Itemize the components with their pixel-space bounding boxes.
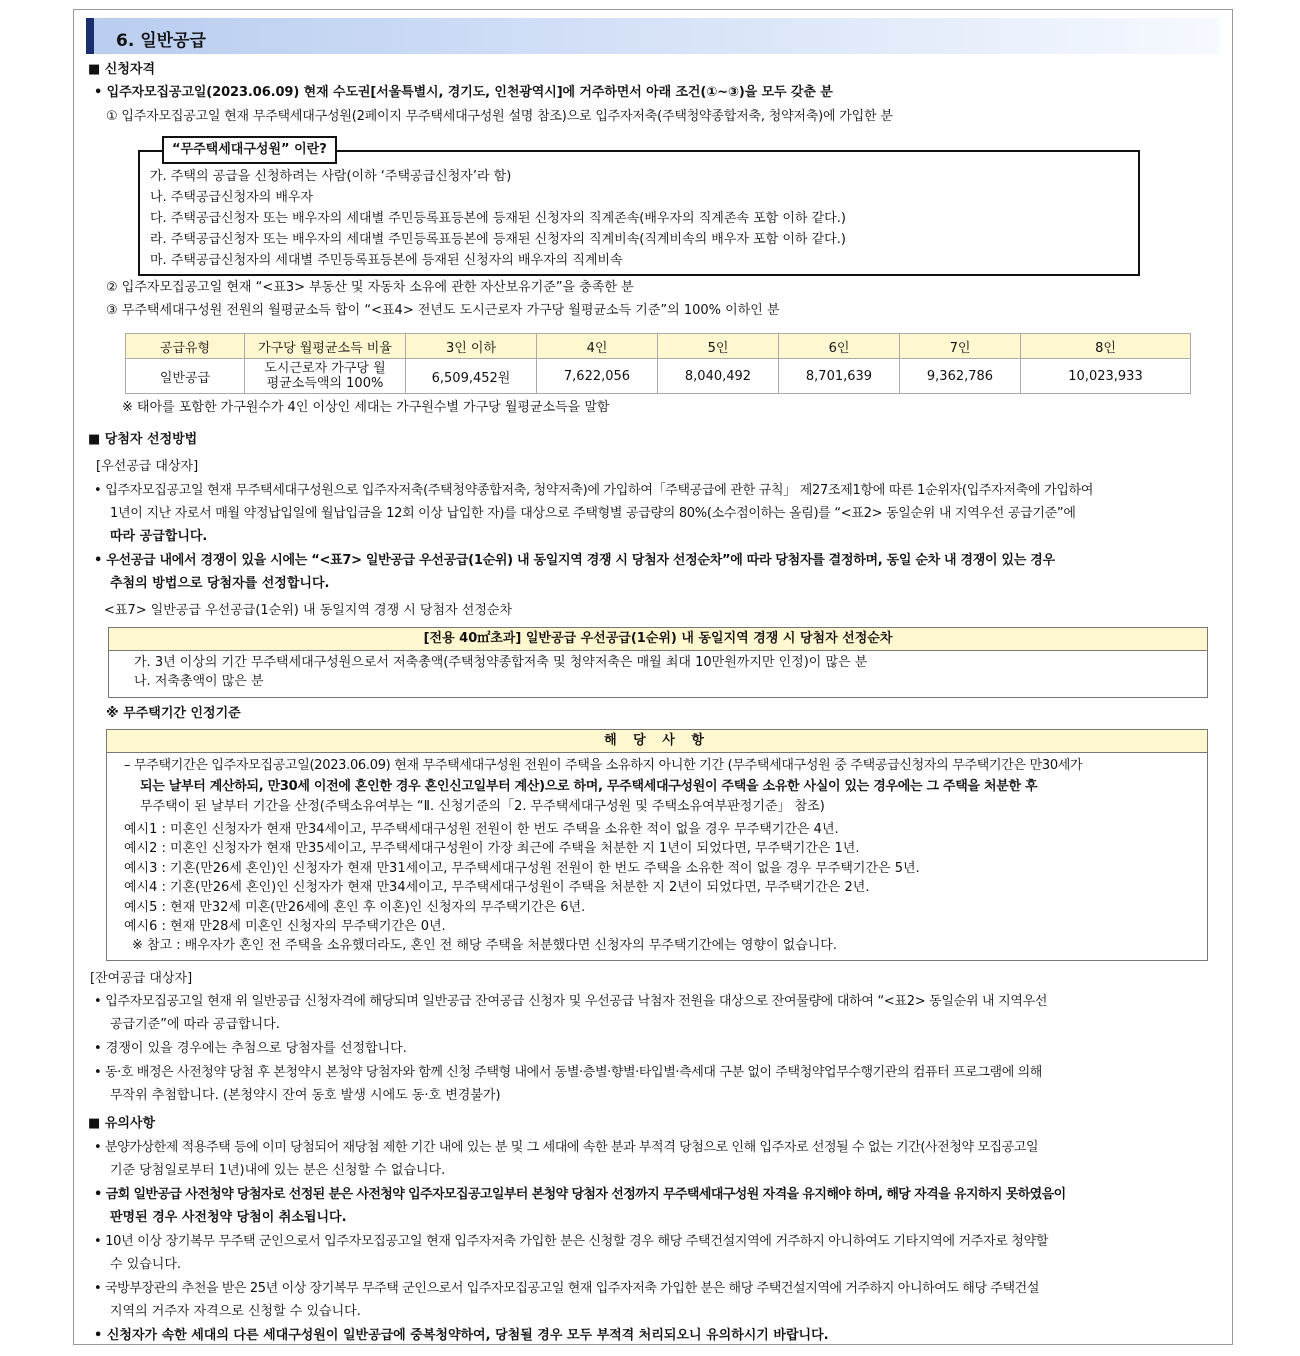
condition-2: ② 입주자모집공고일 현재 “<표3> 부동산 및 자동차 소유에 관한 자산보유기준”을 충족한 분 bbox=[106, 280, 634, 295]
table-header-cell: 8인 bbox=[1021, 334, 1191, 359]
announcement-page bbox=[73, 9, 1233, 1345]
table-cell: 9,362,786 bbox=[900, 359, 1021, 394]
section-header bbox=[86, 18, 1220, 54]
table-cell: 6,509,452원 bbox=[406, 359, 537, 394]
condition-3: ③ 무주택세대구성원 전원의 월평균소득 합이 “<표4> 전년도 도시근로자 가구당 월평균소득 기준”의 100% 이하인 분 bbox=[106, 303, 780, 318]
definition-box-title: “무주택세대구성원” 이란? bbox=[162, 136, 337, 164]
table-row bbox=[126, 359, 1191, 394]
notes-item: 수 있습니다. bbox=[110, 1257, 182, 1272]
table-header-cell: 5인 bbox=[658, 334, 779, 359]
no-house-example: 예시5 : 현재 만32세 미혼(만26세에 혼인 후 이혼)인 신청자의 무주택기간은 6년. bbox=[124, 900, 586, 915]
remain-paragraph: • 입주자모집공고일 현재 위 일반공급 신청자격에 해당되며 일반공급 잔여공급 신청자 및 우선공급 낙첨자 전원을 대상으로 잔여물량에 대하여 “<표2> 동일순위 내 지역우선 bbox=[94, 994, 1048, 1009]
income-table-header-row bbox=[126, 334, 1191, 359]
table-cell: 7,622,056 bbox=[537, 359, 658, 394]
notes-item: 지역의 거주자 자격으로 신청할 수 있습니다. bbox=[110, 1304, 361, 1319]
table-cell: 도시근로자 가구당 월평균소득액의 100% bbox=[245, 359, 406, 394]
table-cell: 10,023,933 bbox=[1021, 359, 1191, 394]
remain-paragraph: • 동·호 배정은 사전청약 당첨 후 본청약시 본청약 당첨자와 함께 신청 주택형 내에서 동별·층별·향별·타입별·측세대 구분 없이 주택청약업무수행기관의 컴퓨터 프로그램에 의해 bbox=[94, 1065, 1042, 1080]
table-header-cell: 6인 bbox=[779, 334, 900, 359]
no-house-example: 예시1 : 미혼인 신청자가 현재 만34세이고, 무주택세대구성원 전원이 한 번도 주택을 소유한 적이 없을 경우 무주택기간은 4년. bbox=[124, 822, 839, 837]
definition-item: 마. 주택공급신청자의 세대별 주민등록표등본에 등재된 신청자의 배우자의 직계비속 bbox=[150, 253, 623, 268]
qualification-heading: ■ 신청자격 bbox=[88, 62, 156, 77]
priority-paragraph: 따라 공급합니다. bbox=[110, 529, 208, 544]
condition-1: ① 입주자모집공고일 현재 무주택세대구성원(2페이지 무주택세대구성원 설명 참조)으로 입주자저축(주택청약종합저축, 청약저축)에 가입한 분 bbox=[106, 109, 893, 124]
income-table bbox=[125, 333, 1191, 394]
remain-paragraph: • 경쟁이 있을 경우에는 추첨으로 당첨자를 선정합니다. bbox=[94, 1041, 407, 1056]
priority-paragraph: • 입주자모집공고일 현재 무주택세대구성원으로 입주자저축(주택청약종합저축, 청약저축)에 가입하여「주택공급에 관한 규칙」 제27조제1항에 따른 1순위자(입주자저축에 가입하여 bbox=[94, 483, 1094, 498]
table7-item: 나. 저축총액이 많은 분 bbox=[134, 674, 264, 689]
table-cell: 8,701,639 bbox=[779, 359, 900, 394]
no-house-example: 예시4 : 기혼(만26세 혼인)인 신청자가 현재 만34세이고, 무주택세대구성원이 주택을 처분한 지 2년이 되었다면, 무주택기간은 2년. bbox=[124, 880, 870, 895]
income-table-note: ※ 태아를 포함한 가구원수가 4인 이상인 세대는 가구원수별 가구당 월평균소득을 말함 bbox=[122, 400, 610, 415]
no-house-example: 예시2 : 미혼인 신청자가 현재 만35세이고, 무주택세대구성원이 가장 최근에 주택을 처분한 지 1년이 되었다면, 무주택기간은 1년. bbox=[124, 841, 860, 856]
notes-item: • 10년 이상 장기복무 무주택 군인으로서 입주자모집공고일 현재 입주자저축 가입한 분은 신청할 경우 해당 주택건설지역에 거주하지 아니하여도 기타지역에 거주자로 청약할 bbox=[94, 1234, 1049, 1249]
remain-paragraph: 무작위 추첨합니다. (본청약시 잔여 동호 발생 시에도 동·호 변경불가) bbox=[110, 1088, 501, 1103]
no-house-example: 예시3 : 기혼(만26세 혼인)인 신청자가 현재 만31세이고, 무주택세대구성원 전원이 한 번도 주택을 소유한 적이 없을 경우 무주택기간은 5년. bbox=[124, 861, 920, 876]
priority-paragraph: 추첨의 방법으로 당첨자를 선정합니다. bbox=[110, 576, 330, 591]
table7-caption: <표7> 일반공급 우선공급(1순위) 내 동일지역 경쟁 시 당첨자 선정순차 bbox=[104, 603, 513, 618]
no-house-example: 예시6 : 현재 만28세 미혼인 신청자의 무주택기간은 0년. bbox=[124, 919, 446, 934]
definition-item: 다. 주택공급신청자 또는 배우자의 세대별 주민등록표등본에 등재된 신청자의 직계존속(배우자의 직계존속 포함 이하 같다.) bbox=[150, 211, 846, 226]
no-house-text: 무주택이 된 날부터 기간을 산정(주택소유여부는 “Ⅱ. 신청기준의「2. 무주택세대구성원 및 주택소유여부판정기준」 참조) bbox=[140, 799, 825, 814]
qualification-line: • 입주자모집공고일(2023.06.09) 현재 수도권[서울특별시, 경기도, 인천광역시]에 거주하면서 아래 조건(①~③)을 모두 갖춘 분 bbox=[94, 85, 833, 100]
no-house-header: 해 당 사 항 bbox=[107, 730, 1207, 753]
notes-item: • 신청자가 속한 세대의 다른 세대구성원이 일반공급에 중복청약하여, 당첨될 경우 모두 부적격 처리되오니 유의하시기 바랍니다. bbox=[94, 1328, 829, 1343]
remain-label: [잔여공급 대상자] bbox=[90, 971, 193, 986]
table-header-cell: 7인 bbox=[900, 334, 1021, 359]
definition-item: 라. 주택공급신청자 또는 배우자의 세대별 주민등록표등본에 등재된 신청자의 직계비속(직계비속의 배우자 포함 이하 같다.) bbox=[150, 232, 846, 247]
no-house-text: – 무주택기간은 입주자모집공고일(2023.06.09) 현재 무주택세대구성원 전원이 주택을 소유하지 아니한 기간 (무주택세대구성원 중 주택공급신청자의 무주택기간은 만30세가 bbox=[124, 758, 1083, 773]
no-house-text: 되는 날부터 계산하되, 만30세 이전에 혼인한 경우 혼인신고일부터 계산)으로 하며, 무주택세대구성원이 주택을 소유한 사실이 있는 경우에는 그 주택을 처분한 후 bbox=[140, 779, 1038, 794]
table-header-cell: 4인 bbox=[537, 334, 658, 359]
priority-paragraph: • 우선공급 내에서 경쟁이 있을 시에는 “<표7> 일반공급 우선공급(1순위) 내 동일지역 경쟁 시 당첨자 선정순차”에 따라 당첨자를 결정하며, 동일 순차 내 경쟁이 있는 경우 bbox=[94, 553, 1055, 568]
table-header-cell: 3인 이하 bbox=[406, 334, 537, 359]
table7-header: [전용 40㎡초과] 일반공급 우선공급(1순위) 내 동일지역 경쟁 시 당첨자 선정순차 bbox=[109, 628, 1207, 651]
table-cell: 일반공급 bbox=[126, 359, 245, 394]
table7-item: 가. 3년 이상의 기간 무주택세대구성원으로서 저축총액(주택청약종합저축 및 청약저축은 매월 최대 10만원까지만 인정)이 많은 분 bbox=[134, 655, 868, 670]
notes-item: 기준 당첨일로부터 1년)내에 있는 분은 신청할 수 없습니다. bbox=[110, 1163, 446, 1178]
header-accent-bar bbox=[86, 18, 94, 54]
definition-item: 나. 주택공급신청자의 배우자 bbox=[150, 190, 314, 205]
notes-item: • 분양가상한제 적용주택 등에 이미 당첨되어 재당첨 제한 기간 내에 있는 분 및 그 세대에 속한 분과 부적격 당첨으로 인해 입주자로 선정될 수 없는 기간(사전청약 모집공고일 bbox=[94, 1140, 1039, 1155]
selection-heading: ■ 당첨자 선정방법 bbox=[88, 432, 198, 447]
no-house-note: ※ 참고 : 배우자가 혼인 전 주택을 소유했더라도, 혼인 전 해당 주택을 처분했다면 신청자의 무주택기간에는 영향이 없습니다. bbox=[132, 938, 837, 953]
priority-label: [우선공급 대상자] bbox=[96, 459, 199, 474]
definition-item: 가. 주택의 공급을 신청하려는 사람(이하 ‘주택공급신청자’라 함) bbox=[150, 169, 512, 184]
notes-item: 판명된 경우 사전청약 당첨이 취소됩니다. bbox=[110, 1210, 347, 1225]
notes-item: • 금회 일반공급 사전청약 당첨자로 선정된 분은 사전청약 입주자모집공고일부터 본청약 당첨자 선정까지 무주택세대구성원 자격을 유지해야 하며, 해당 자격을 유지하지 못하였음이 bbox=[94, 1187, 1066, 1202]
table-cell: 8,040,492 bbox=[658, 359, 779, 394]
notes-item: • 국방부장관의 추천을 받은 25년 이상 장기복무 무주택 군인으로서 입주자모집공고일 현재 입주자저축 가입한 분은 해당 주택건설지역에 거주하지 아니하여도 해당 주택건설 bbox=[94, 1281, 1039, 1296]
no-house-label: ※ 무주택기간 인정기준 bbox=[106, 706, 241, 721]
notes-heading: ■ 유의사항 bbox=[88, 1116, 156, 1131]
table-header-cell: 가구당 월평균소득 비율 bbox=[245, 334, 406, 359]
table-header-cell: 공급유형 bbox=[126, 334, 245, 359]
section-title: 6. 일반공급 bbox=[116, 31, 206, 51]
priority-paragraph: 1년이 지난 자로서 매월 약정납입일에 월납입금을 12회 이상 납입한 자)를 대상으로 주택형별 공급량의 80%(소수점이하는 올림)를 “<표2> 동일순위 내 지역우선 공급기준”에 bbox=[110, 506, 1076, 521]
remain-paragraph: 공급기준”에 따라 공급합니다. bbox=[110, 1017, 280, 1032]
